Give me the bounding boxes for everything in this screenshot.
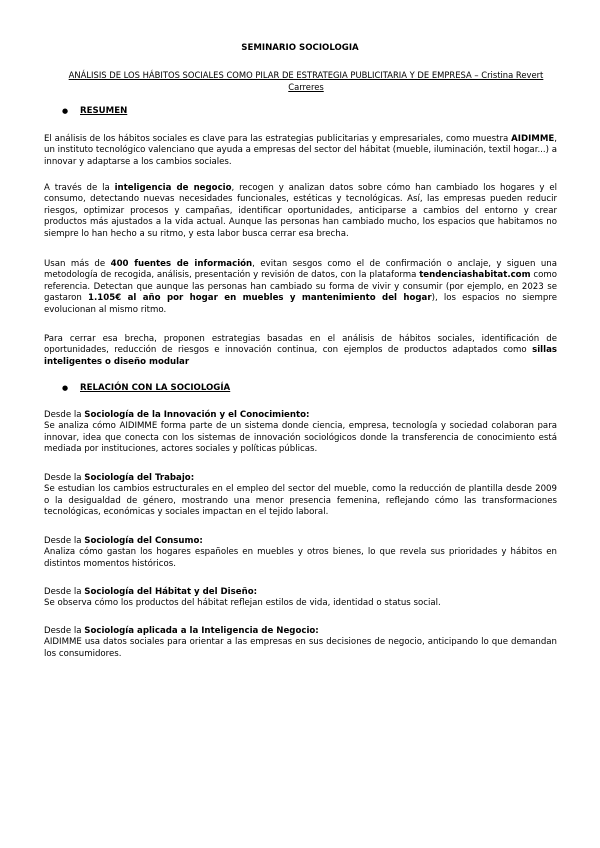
paragraph-sources: Usan más de 400 fuentes de información, evitan sesgos como el de confirmación o anclaje, y siguen una metodología de recogida, análisis, presentación y revisión de datos, con la plataforma tendenciashabitat.com como referencia. Detectan que aunque las personas han cambiado su forma de vivir y consumir (por ejemplo, en 2023 se gastaron 1.105€ al año por hogar en muebles y mantenimiento del hogar), los espacios no siempre evolucionan al mismo ritmo. bbox=[44, 259, 557, 315]
document-subtitle: ANÁLISIS DE LOS HÁBITOS SOCIALES COMO PILAR DE ESTRATEGIA PUBLICITARIA Y DE EMPRESA – Cristina Revert Carreres bbox=[68, 70, 544, 92]
section-heading-sociologia bbox=[62, 383, 230, 394]
document-title: SEMINARIO SOCIOLOGIA bbox=[241, 43, 359, 53]
bullet-icon: ● bbox=[62, 384, 69, 392]
section-heading-label: RELACIÓN CON LA SOCIOLOGÍA bbox=[80, 383, 231, 393]
bullet-icon: ● bbox=[62, 107, 69, 115]
list-item: Desde la Sociología del Consumo: Analiza cómo gastan los hogares españoles en muebles y otros bienes, lo que revela sus prioridades y hábitos en distintos momentos históricos. bbox=[44, 536, 557, 569]
paragraph-intro: El análisis de los hábitos sociales es clave para las estrategias publicitarias y empresariales, como muestra AIDIMME, un instituto tecnológico valenciano que ayuda a empresas del sector del hábitat (mueble, iluminación, textil hogar...) a innovar y adaptarse a los cambios sociales. bbox=[44, 134, 557, 167]
list-item: Desde la Sociología del Hábitat y del Diseño: Se observa cómo los productos del hábitat reflejan estilos de vida, identidad o status social. bbox=[44, 587, 441, 609]
list-item: Desde la Sociología de la Innovación y el Conocimiento: Se analiza cómo AIDIMME forma parte de un sistema donde ciencia, empresa, tecnología y sociedad colaboran para innovar, idea que conecta con los sistemas de innovación sociológicos donde la transferencia de conocimiento está mediada por instituciones, actores sociales y políticas públicas. bbox=[44, 410, 557, 455]
paragraph-strategies: Para cerrar esa brecha, proponen estrategias basadas en el análisis de hábitos sociales, identificación de oportunidades, reducción de riesgos e innovación continua, con ejemplos de productos adaptados como sillas inteligentes o diseño modular bbox=[44, 334, 557, 367]
section-heading-label: RESUMEN bbox=[80, 106, 128, 116]
section-heading-resumen bbox=[62, 106, 127, 117]
list-item: Desde la Sociología del Trabajo: Se estudian los cambios estructurales en el empleo del sector del mueble, como la reducción de plantilla desde 2009 o la desigualdad de género, mostrando una menor presencia femenina, reflejando cómo las transformaciones tecnológicas, económicas y sociales impactan en el tejido laboral. bbox=[44, 473, 557, 518]
list-item: Desde la Sociología aplicada a la Inteligencia de Negocio: AIDIMME usa datos sociales para orientar a las empresas en sus decisiones de negocio, anticipando lo que demandan los consumidores. bbox=[44, 626, 557, 659]
paragraph-business-intelligence: A través de la inteligencia de negocio, recogen y analizan datos sobre cómo han cambiado los hogares y el consumo, detectando nuevas necesidades funcionales, estéticas y tecnológicas. Así, las empresas pueden reducir riesgos, optimizar procesos y campañas, identificar oportunidades, anticiparse a cambios del entorno y crear productos más ajustados a la vida actual. Aunque las personas han cambiado mucho, los espacios que habitamos no siempre lo han hecho a su ritmo, y esta labor busca cerrar esa brecha. bbox=[44, 183, 557, 239]
